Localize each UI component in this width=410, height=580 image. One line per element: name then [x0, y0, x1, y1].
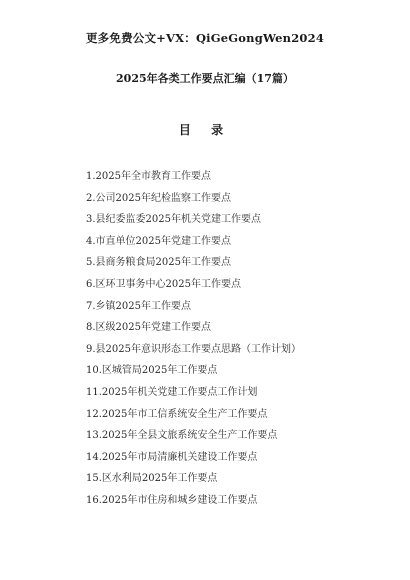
toc-item: 14.2025年市局清廉机关建设工作要点	[86, 451, 258, 463]
document-title: 2025年各类工作要点汇编（17篇）	[116, 72, 294, 85]
toc-item: 1.2025年全市教育工作要点	[86, 171, 211, 182]
toc-item: 6.区环卫事务中心2025年工作要点	[86, 278, 241, 290]
toc-item: 15.区水利局2025年工作要点	[86, 473, 218, 485]
toc-item: 13.2025年全县文旅系统安全生产工作要点	[86, 430, 278, 442]
toc-item: 8.区级2025年党建工作要点	[86, 322, 211, 334]
toc-item: 10.区城管局2025年工作要点	[86, 365, 218, 377]
toc-item: 2.公司2025年纪检监察工作要点	[86, 192, 231, 204]
promo-header: 更多免费公文+VX：QiGeGongWen2024	[85, 31, 325, 45]
toc-item: 9.县2025年意识形态工作要点思路（工作计划）	[86, 343, 301, 355]
toc-item: 5.县商务粮食局2025年工作要点	[86, 257, 231, 269]
toc-item: 11.2025年机关党建工作要点工作计划	[86, 386, 258, 398]
toc-heading: 目 录	[178, 123, 232, 137]
toc-item: 16.2025年市住房和城乡建设工作要点	[86, 494, 258, 506]
table-of-contents	[86, 170, 301, 516]
toc-item: 12.2025年市工信系统安全生产工作要点	[86, 408, 268, 420]
toc-item: 4.市直单位2025年党建工作要点	[86, 235, 231, 247]
toc-item: 3.县纪委监委2025年机关党建工作要点	[86, 214, 261, 226]
toc-item: 7.乡镇2025年工作要点	[86, 300, 191, 312]
